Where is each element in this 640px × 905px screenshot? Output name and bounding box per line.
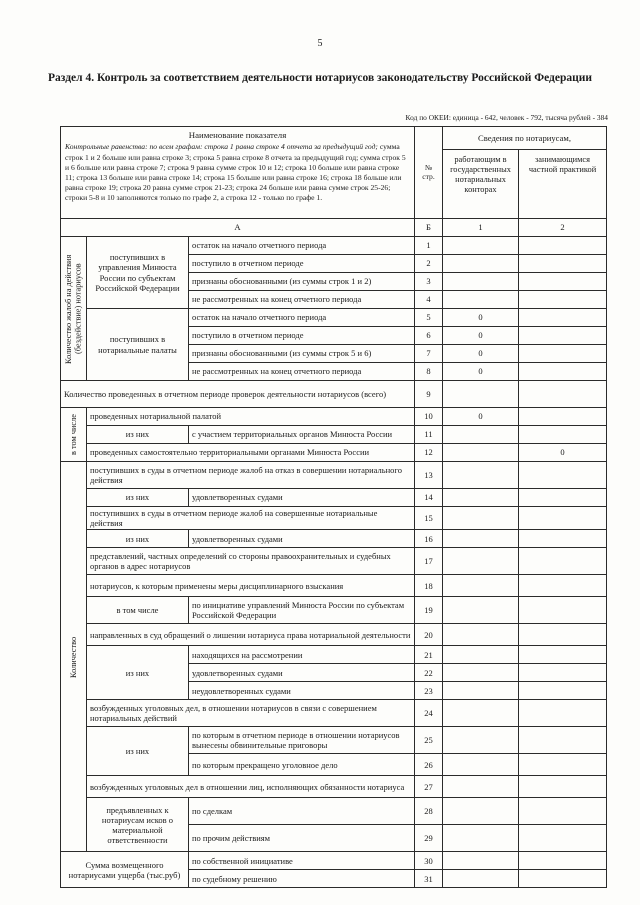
value-private	[519, 664, 607, 682]
row-number: 27	[415, 776, 443, 798]
okei-code-line: Код по ОКЕИ: единица - 642, человек - 792, тысяча рублей - 384	[405, 113, 608, 122]
row-number: 12	[415, 444, 443, 462]
value-state	[443, 507, 519, 530]
row-label: неудовлетворенных судами	[189, 682, 415, 700]
row-number: 10	[415, 408, 443, 426]
row-label: с участием территориальных органов Минюста России	[189, 426, 415, 444]
row-number: 21	[415, 646, 443, 664]
value-private: 0	[519, 444, 607, 462]
table-row	[61, 426, 607, 444]
row-label: нотариусов, к которым применены меры дисциплинарного взыскания	[87, 575, 415, 597]
column-private-notaries-header: занимающимся частной практикой	[519, 150, 607, 219]
row-number: 6	[415, 327, 443, 345]
row-number: 31	[415, 870, 443, 888]
value-private	[519, 754, 607, 776]
row-label: находящихся на рассмотрении	[189, 646, 415, 664]
table-row	[61, 408, 607, 426]
table-row	[61, 852, 607, 870]
value-private	[519, 776, 607, 798]
value-state: 0	[443, 327, 519, 345]
row-label: по инициативе управлений Минюста России по субъектам Российской Федерации	[189, 597, 415, 624]
row-number: 9	[415, 381, 443, 408]
row-number: 18	[415, 575, 443, 597]
column-letter-2: 2	[519, 219, 607, 237]
value-state	[443, 489, 519, 507]
value-state	[443, 682, 519, 700]
row-label: возбужденных уголовных дел, в отношении нотариусов в связи с совершением нотариальных действий	[87, 700, 415, 727]
report-table	[60, 126, 607, 888]
value-private	[519, 798, 607, 825]
row-number: 20	[415, 624, 443, 646]
row-number: 22	[415, 664, 443, 682]
value-state	[443, 664, 519, 682]
indicator-header-cell	[61, 127, 415, 219]
value-private	[519, 237, 607, 255]
value-private	[519, 825, 607, 852]
info-group-header: Сведения по нотариусам,	[443, 127, 607, 150]
row-number: 2	[415, 255, 443, 273]
page-number: 5	[317, 38, 323, 49]
value-private	[519, 682, 607, 700]
group-label-iz-nih: из них	[87, 426, 189, 444]
row-label: поступивших в суды в отчетном периоде жалоб на совершенные нотариальные действия	[87, 507, 415, 530]
row-number: 24	[415, 700, 443, 727]
row-number: 4	[415, 291, 443, 309]
value-state	[443, 291, 519, 309]
table-row	[61, 727, 607, 754]
table-row	[61, 530, 607, 548]
row-label: поступило в отчетном периоде	[189, 327, 415, 345]
value-state	[443, 624, 519, 646]
table-row	[61, 237, 607, 255]
value-state	[443, 530, 519, 548]
row-label: направленных в суд обращений о лишении нотариуса права нотариальной деятельности	[87, 624, 415, 646]
value-private	[519, 870, 607, 888]
row-label: удовлетворенных судами	[189, 664, 415, 682]
table-row	[61, 700, 607, 727]
value-private	[519, 852, 607, 870]
row-number: 1	[415, 237, 443, 255]
value-private	[519, 507, 607, 530]
column-state-notaries-header: работающим в государственных нотариальных конторах	[443, 150, 519, 219]
value-private	[519, 700, 607, 727]
row-label: по которым прекращено уголовное дело	[189, 754, 415, 776]
row-label: по которым в отчетном периоде в отношении нотариусов вынесены обвинительные приговоры	[189, 727, 415, 754]
group-label-summa: Сумма возмещенного нотариусами ущерба (тыс.руб)	[61, 852, 189, 888]
value-private	[519, 548, 607, 575]
group-label-v-tom-chisle: в том числе	[87, 597, 189, 624]
column-letter-b: Б	[415, 219, 443, 237]
group-label-iz-nih: из них	[87, 530, 189, 548]
value-private	[519, 530, 607, 548]
row-label: представлений, частных определений со стороны правоохранительных и судебных органов в адрес нотариусов	[87, 548, 415, 575]
value-state	[443, 462, 519, 489]
row-number: 11	[415, 426, 443, 444]
value-private	[519, 345, 607, 363]
value-private	[519, 291, 607, 309]
row-label: по собственной инициативе	[189, 852, 415, 870]
value-state	[443, 426, 519, 444]
value-state	[443, 237, 519, 255]
value-state: 0	[443, 363, 519, 381]
value-state: 0	[443, 408, 519, 426]
row-number: 15	[415, 507, 443, 530]
table-row	[61, 309, 607, 327]
row-number: 16	[415, 530, 443, 548]
row-number: 8	[415, 363, 443, 381]
row-label: возбужденных уголовных дел в отношении лиц, исполняющих обязанности нотариуса	[87, 776, 415, 798]
value-state	[443, 825, 519, 852]
table-row	[61, 798, 607, 825]
row-label: удовлетворенных судами	[189, 530, 415, 548]
vertical-label-v-tom-chisle: в том числе	[61, 408, 87, 462]
column-letter-a: А	[61, 219, 415, 237]
row-number: 25	[415, 727, 443, 754]
value-state	[443, 852, 519, 870]
value-private	[519, 597, 607, 624]
value-private	[519, 462, 607, 489]
value-state	[443, 870, 519, 888]
value-state	[443, 255, 519, 273]
table-row	[61, 624, 607, 646]
value-private	[519, 255, 607, 273]
value-state	[443, 700, 519, 727]
row-label: остаток на начало отчетного периода	[189, 237, 415, 255]
value-state: 0	[443, 345, 519, 363]
value-state	[443, 727, 519, 754]
value-private	[519, 624, 607, 646]
value-private	[519, 273, 607, 291]
indicator-title: Наименование показателя	[188, 130, 287, 140]
value-state	[443, 273, 519, 291]
row-label: поступило в отчетном периоде	[189, 255, 415, 273]
row-label: не рассмотренных на конец отчетного периода	[189, 291, 415, 309]
value-private	[519, 646, 607, 664]
row-number: 23	[415, 682, 443, 700]
line-number-header: № стр.	[415, 127, 443, 219]
group-label-iski: предъявленных к нотариусам исков о материальной ответственности	[87, 798, 189, 852]
row-label: удовлетворенных судами	[189, 489, 415, 507]
value-state	[443, 575, 519, 597]
value-state	[443, 444, 519, 462]
group-label-minjust: поступивших в управления Минюста России по субъектам Российской Федерации	[87, 237, 189, 309]
value-state	[443, 646, 519, 664]
row-label: проведенных нотариальной палатой	[87, 408, 415, 426]
value-private	[519, 309, 607, 327]
row-number: 3	[415, 273, 443, 291]
vertical-label-complaints: Количество жалоб на действия (бездействие) нотариусов	[61, 237, 87, 381]
row-number: 26	[415, 754, 443, 776]
table-header-row	[61, 127, 607, 150]
table-row	[61, 489, 607, 507]
section-title: Раздел 4. Контроль за соответствием деятельности нотариусов законодательству Российской Федерации	[48, 72, 592, 84]
table-row	[61, 507, 607, 530]
column-letters-row	[61, 219, 607, 237]
value-state	[443, 548, 519, 575]
row-number: 29	[415, 825, 443, 852]
value-state	[443, 597, 519, 624]
table-row	[61, 575, 607, 597]
group-label-iz-nih: из них	[87, 489, 189, 507]
value-private	[519, 426, 607, 444]
column-letter-1: 1	[443, 219, 519, 237]
row-number: 7	[415, 345, 443, 363]
table-row	[61, 646, 607, 664]
control-equations-lead: Контрольные равенства: по всем графам: строка 1 равна строке 4 отчета за предыдущий год;	[65, 142, 378, 152]
value-state: 0	[443, 309, 519, 327]
table-row	[61, 462, 607, 489]
value-state	[443, 798, 519, 825]
vertical-label-kolichestvo: Количество	[61, 462, 87, 852]
row-label: поступивших в суды в отчетном периоде жалоб на отказ в совершении нотариального действия	[87, 462, 415, 489]
value-state	[443, 776, 519, 798]
value-state	[443, 754, 519, 776]
row-number: 5	[415, 309, 443, 327]
value-private	[519, 363, 607, 381]
value-private	[519, 575, 607, 597]
group-label-iz-nih: из них	[87, 646, 189, 700]
group-label-iz-nih: из них	[87, 727, 189, 776]
row-label: признаны обоснованными (из суммы строк 1 и 2)	[189, 273, 415, 291]
control-equations-rest: сумма строк 1 и 2 больше или равна строке 3; строка 5 равна строке 8 отчета за предыдущий год; сумма строк 5 и 6 больше или равна строке 7; строка 9 равна сумме строк 10 и 12; строка 10 больше или равна строке 11; строка 13 больше или равна строке 14; строка 15 больше или равна строке 16; строка 18 больше или равна строке 19; строка 20 равна сумме строк 21-23; строка 24 больше или равна сумме строк 25-26; строки 5-8 и 10 заполняются только по графе 2, а строка 12 - только по графе 1.	[65, 142, 406, 203]
value-private	[519, 489, 607, 507]
row-label: остаток на начало отчетного периода	[189, 309, 415, 327]
row-number: 14	[415, 489, 443, 507]
value-private	[519, 408, 607, 426]
row-number: 28	[415, 798, 443, 825]
table-row	[61, 444, 607, 462]
row-label: Количество проведенных в отчетном периоде проверок деятельности нотариусов (всего)	[61, 381, 415, 408]
table-row	[61, 381, 607, 408]
row-number: 13	[415, 462, 443, 489]
row-label: не рассмотренных на конец отчетного периода	[189, 363, 415, 381]
table-row	[61, 548, 607, 575]
row-number: 19	[415, 597, 443, 624]
row-label: по судебному решению	[189, 870, 415, 888]
group-label-palaty: поступивших в нотариальные палаты	[87, 309, 189, 381]
row-label: признаны обоснованными (из суммы строк 5 и 6)	[189, 345, 415, 363]
table-row	[61, 776, 607, 798]
row-number: 30	[415, 852, 443, 870]
control-equations	[65, 142, 410, 203]
value-private	[519, 327, 607, 345]
table-row	[61, 597, 607, 624]
row-label: по прочим действиям	[189, 825, 415, 852]
value-state	[443, 381, 519, 408]
row-label: по сделкам	[189, 798, 415, 825]
value-private	[519, 381, 607, 408]
row-number: 17	[415, 548, 443, 575]
value-private	[519, 727, 607, 754]
row-label: проведенных самостоятельно территориальными органами Минюста России	[87, 444, 415, 462]
